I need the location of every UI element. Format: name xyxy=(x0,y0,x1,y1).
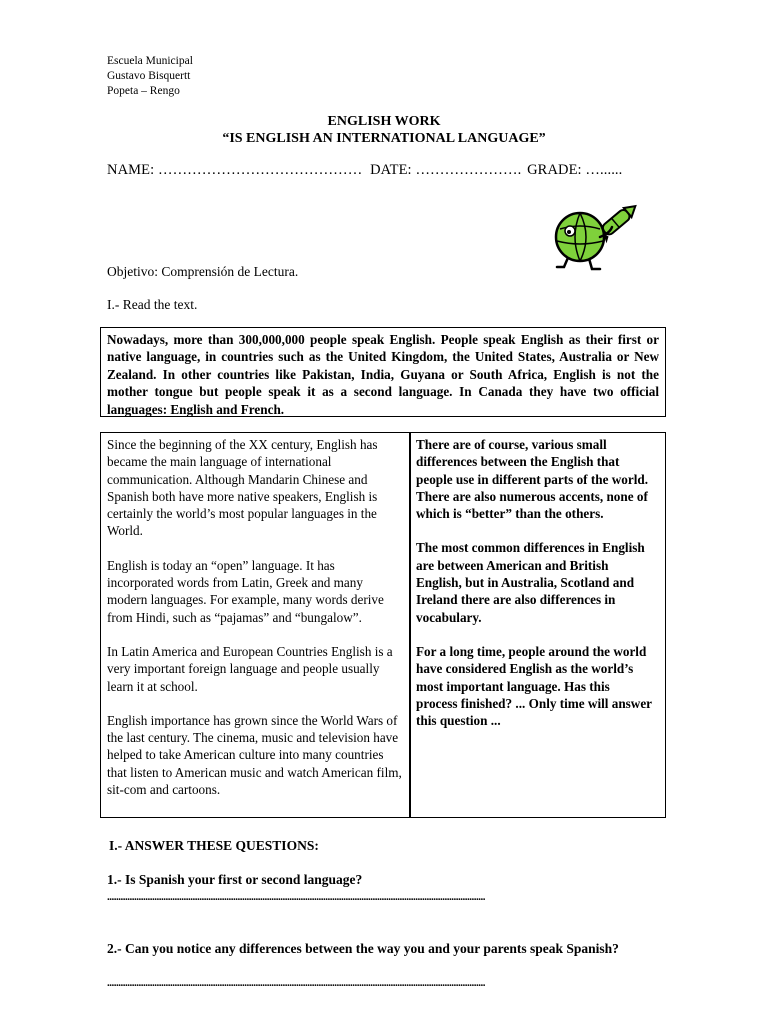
question-2: 2.- Can you notice any differences between the way you and your parents speak Spanish? xyxy=(107,941,619,956)
right-paragraph: For a long time, people around the world have considered English as the world’s most important language. Has this process finished? ... Only time will answer this question ... xyxy=(416,643,652,729)
intro-text-box xyxy=(100,327,666,417)
date-label: DATE: xyxy=(370,162,412,178)
worksheet-subtitle: “IS ENGLISH AN INTERNATIONAL LANGUAGE” xyxy=(222,131,546,146)
right-column xyxy=(416,436,652,729)
objective-text: Objetivo: Comprensión de Lectura. xyxy=(107,264,299,279)
right-paragraph: The most common differences in English are between American and British English, but in Australia, Scotland and Ireland there are also differences in vocabulary. xyxy=(416,540,645,625)
left-paragraph: In Latin America and European Countries English is a very important foreign language and people usually learn it at school. xyxy=(107,643,393,694)
left-paragraph: Since the beginning of the XX century, English has became the main language of international communication. Although Mandarin Chinese and Spanish both have more native speakers, English is certainly the world’s most popular languages in the World. xyxy=(107,437,378,539)
reading-instruction: I.- Read the text. xyxy=(107,297,198,312)
globe-rocket-mascot-icon xyxy=(548,197,644,275)
reading-text-table xyxy=(100,432,666,818)
name-label: NAME: xyxy=(107,162,155,178)
date-field[interactable]: …………………. xyxy=(415,162,522,178)
intro-text: Nowadays, more than 300,000,000 people speak English. People speak English as their first or native language, in countries such as the United Kingdom, the United States, Australia or New Zealand. In other countries like Pakistan, India, Guyana or South Africa, English is not the mother tongue but people speak it as a second language. In Canada they have two official languages: English and French. xyxy=(107,332,659,417)
left-paragraph: English importance has grown since the World Wars of the last century. The cinema, music and television have helped to take American culture into many countries that listen to American music and watch American film, sit-com and cartoons. xyxy=(107,712,402,798)
answer-line-1[interactable]: ........................................................................................................................................................................ xyxy=(107,894,485,900)
question-1: 1.- Is Spanish your first or second language? xyxy=(107,872,363,887)
school-name: Escuela Municipal xyxy=(107,55,193,67)
grade-field[interactable]: …...... xyxy=(585,162,623,178)
student-info-row xyxy=(107,162,622,179)
left-paragraph: English is today an “open” language. It has incorporated words from Latin, Greek and many modern languages. For example, many words derive from Hindi, such as “pajamas” and “bungalow”. xyxy=(107,557,384,625)
name-field[interactable]: …………………………………… xyxy=(157,162,363,178)
left-column xyxy=(107,436,403,798)
column-divider xyxy=(409,433,411,817)
grade-label: GRADE: xyxy=(527,162,582,178)
teacher-name: Gustavo Bisquertt xyxy=(107,70,191,82)
school-location: Popeta – Rengo xyxy=(107,85,180,97)
answer-line-2[interactable]: ........................................................................................................................................................................ xyxy=(107,980,485,986)
questions-heading: I.- ANSWER THESE QUESTIONS: xyxy=(109,838,319,853)
worksheet-title: ENGLISH WORK xyxy=(327,114,441,129)
right-paragraph: There are of course, various small differences between the English that people use in different parts of the world. There are also numerous accents, none of which is “better” than the others. xyxy=(416,437,648,522)
